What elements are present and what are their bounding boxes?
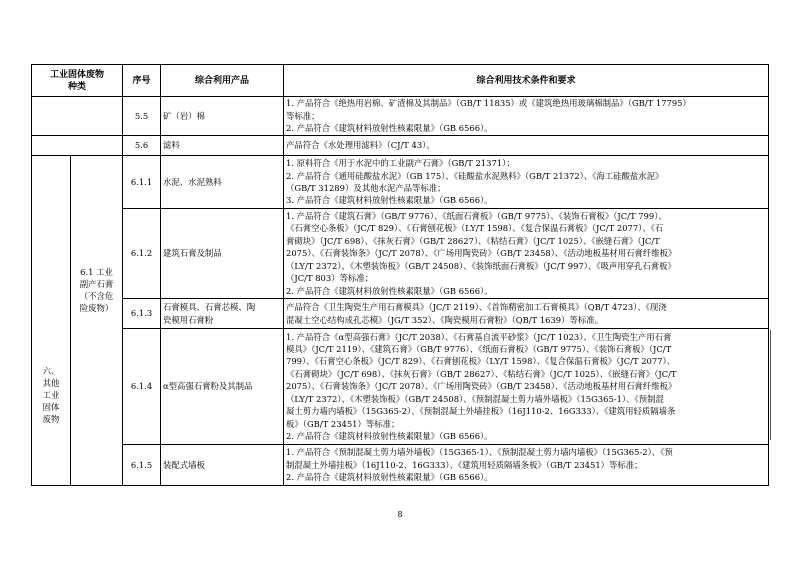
product-cell: 建筑石膏及制品 <box>161 209 284 299</box>
product-cell: 矿（岩）棉 <box>161 97 284 136</box>
table-header-row <box>32 65 769 97</box>
requirements-cell: 1. 产品符合《α型高强石膏》（JC/T 2038）、《石膏基自流平砂浆》（JC/T 1023）、《卫生陶瓷生产用石膏 模具》（JC/T 2119）、《建筑石膏》（GB/T 9776）、《纸面石膏板》（GB/T 9775）、《装饰石膏板》（JC/T 799）、《石膏空心条板》（JC/T 829）、《石膏刨花板》（LY/T 1598）、《复合保温石膏板》（JC/T 2077）、 《石膏砌块》（JC/T 698）、《抹灰石膏》（GB/T 28627）、《粘结石膏》（JC/T 1025）、《嵌缝石膏》（JC/T 2075）、《石膏装饰条》（JC/T 2078）、《广场用陶瓷砖》（GB/T 23458）、《活动地板基材用石膏纤维板》 （LY/T 2372）、《木塑装饰板》（GB/T 24508）、《预制混凝土剪力墙外墙板》（15G365-1）、《预制混 凝土剪力墙内墙板》（15G365-2）、《预制混凝土外墙挂板》（16J110-2、16G333）、《建筑用轻质隔墙条 板》（GB/T 23451）等标准； 2. 产品符合《建筑材料放射性核素限量》（GB 6566）。 <box>284 329 769 445</box>
product-cell: 石膏模具、石膏芯模、陶 瓷模用石膏粉 <box>161 299 284 329</box>
page-number: 8 <box>397 510 403 519</box>
seq-cell: 6.1.1 <box>123 156 161 209</box>
table-row <box>32 156 769 209</box>
empty-group-cell <box>32 136 123 156</box>
header-requirements: 综合利用技术条件和要求 <box>284 65 769 97</box>
table-row <box>32 299 769 329</box>
product-cell: 滤料 <box>161 136 284 156</box>
seq-cell: 6.1.5 <box>123 445 161 486</box>
seq-cell: 5.6 <box>123 136 161 156</box>
header-seq: 序号 <box>123 65 161 97</box>
requirements-cell: 1. 产品符合《绝热用岩棉、矿渣棉及其制品》（GB/T 11835）或《建筑绝热用玻璃棉制品》（GB/T 17795） 等标准； 2. 产品符合《建筑材料放射性核素限量》（GB 6566）。 <box>284 97 769 136</box>
requirements-cell: 1. 原料符合《用于水泥中的工业副产石膏》（GB/T 21371）； 2. 产品符合《通用硅酸盐水泥》（GB 175）、《硅酸盐水泥熟料》（GB/T 21372）、《海工硅酸盐水泥》 （GB/T 31289）及其他水泥产品等标准； 3. 产品符合《建筑材料放射性核素限量》（GB 6566）。 <box>284 156 769 209</box>
table-row <box>32 97 769 136</box>
requirements-cell: 产品符合《卫生陶瓷生产用石膏模具》（JC/T 2119）、《首饰精密加工石膏模具》（QB/T 4723）、《现浇 混凝土空心结构成孔芯模》（JG/T 352）、《陶瓷模用石膏粉》（QB/T 1639）等标准。 <box>284 299 769 329</box>
table-row <box>32 329 769 445</box>
requirements-cell: 1. 产品符合《预制混凝土剪力墙外墙板》（15G365-1）、《预制混凝土剪力墙内墙板》（15G365-2）、《预 制混凝土外墙挂板》（16J110-2、16G333）、《建筑用轻质隔墙条板》（GB/T 23451）等标准； 2. 产品符合《建筑材料放射性核素限量》（GB 6566）。 <box>284 445 769 486</box>
seq-cell: 5.5 <box>123 97 161 136</box>
product-cell: 水泥、水泥熟料 <box>161 156 284 209</box>
seq-cell: 6.1.3 <box>123 299 161 329</box>
seq-cell: 6.1.4 <box>123 329 161 445</box>
table-row <box>32 209 769 299</box>
header-waste-type: 工业固体废物 种类 <box>32 65 123 97</box>
empty-group-cell <box>32 97 123 136</box>
table-row <box>32 445 769 486</box>
requirements-cell: 产品符合《水处理用滤料》（CJ/T 43）。 <box>284 136 769 156</box>
utilization-table <box>31 64 769 486</box>
scroll-edge-line <box>770 330 771 440</box>
group-sub-cell: 6.1 工业 副产石膏 （不含危 险废物） <box>71 156 123 486</box>
requirements-cell: 1. 产品符合《建筑石膏》（GB/T 9776）、《纸面石膏板》（GB/T 9775）、《装饰石膏板》（JC/T 799）、 《石膏空心条板》（JC/T 829）、《石膏刨花板》（LY/T 1598）、《复合保温石膏板》（JC/T 2077）、《石 膏砌块》（JC/T 698）、《抹灰石膏》（GB/T 28627）、《粘结石膏》（JC/T 1025）、《嵌缝石膏》（JC/T 2075）、《石膏装饰条》（JC/T 2078）、《广场用陶瓷砖》（GB/T 23458）、《活动地板基材用石膏纤维板》 （LY/T 2372）、《木塑装饰板》（GB/T 24508）、《装饰纸面石膏板》（JC/T 997）、《吸声用穿孔石膏板》 （JC/T 803）等标准； 2. 产品符合《建筑材料放射性核素限量》（GB 6566）。 <box>284 209 769 299</box>
seq-cell: 6.1.2 <box>123 209 161 299</box>
product-cell: α型高强石膏粉及其制品 <box>161 329 284 445</box>
product-cell: 装配式墙板 <box>161 445 284 486</box>
group-main-cell: 六、 其他 工业 固体 废物 <box>32 156 71 486</box>
table-row <box>32 136 769 156</box>
header-product: 综合利用产品 <box>161 65 284 97</box>
